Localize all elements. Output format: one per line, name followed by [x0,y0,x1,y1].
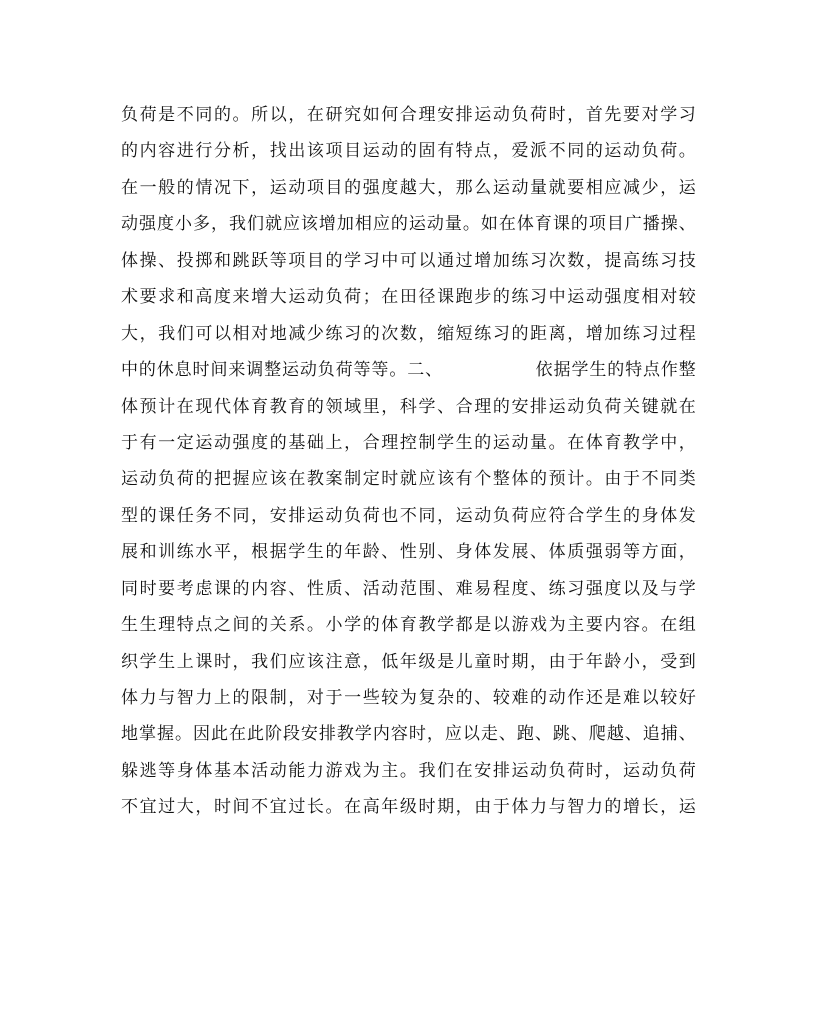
text-line: 负荷是不同的。所以，在研究如何合理安排运动负荷时，首先要对学习 [121,105,696,125]
text-line: 地掌握。因此在此阶段安排教学内容时，应以走、跑、跳、爬越、追捕、 [121,724,696,745]
text-line: 型的课任务不同，安排运动负荷也不同，运动负荷应符合学生的身体发 [121,505,696,526]
text-line: 于有一定运动强度的基础上，合理控制学生的运动量。在体育教学中， [121,432,696,453]
text-line: 生生理特点之间的关系。小学的体育教学都是以游戏为主要内容。在组 [121,615,696,636]
text-line: 不宜过大，时间不宜过长。在高年级时期，由于体力与智力的增长，运 [121,797,696,818]
text-line: 织学生上课时，我们应该注意，低年级是儿童时期，由于年龄小，受到 [121,651,696,672]
text-line: 在一般的情况下，运动项目的强度越大，那么运动量就要相应减少，运 [121,177,696,198]
body-text [121,97,696,826]
text-line: 躲逃等身体基本活动能力游戏为主。我们在安排运动负荷时，运动负荷 [121,760,696,781]
section-number-text: 中的休息时间来调整运动负荷等等。二、 [121,360,443,381]
text-line: 的内容进行分析，找出该项目运动的固有特点，爱派不同的运动负荷。 [121,141,696,162]
text-line: 运动负荷的把握应该在教案制定时就应该有个整体的预计。由于不同类 [121,469,696,490]
text-line: 体操、投掷和跳跃等项目的学习中可以通过增加练习次数，提高练习技 [121,250,696,271]
text-line: 术要求和高度来增大运动负荷；在田径课跑步的练习中运动强度相对较 [121,287,696,308]
text-line: 同时要考虑课的内容、性质、活动范围、难易程度、练习强度以及与学 [121,578,696,599]
text-line: 体预计在现代体育教育的领域里，科学、合理的安排运动负荷关键就在 [121,396,696,417]
section-heading-text: 依据学生的特点作整 [534,360,696,381]
text-line: 动强度小多，我们就应该增加相应的运动量。如在体育课的项目广播操、 [121,214,696,235]
text-line: 大，我们可以相对地减少练习的次数，缩短练习的距离，增加练习过程 [121,323,696,344]
text-line: 展和训练水平，根据学生的年龄、性别、身体发展、体质强弱等方面， [121,542,696,563]
text-line-section-heading [121,352,696,388]
text-line: 体力与智力上的限制，对于一些较为复杂的、较难的动作还是难以较好 [121,688,696,708]
